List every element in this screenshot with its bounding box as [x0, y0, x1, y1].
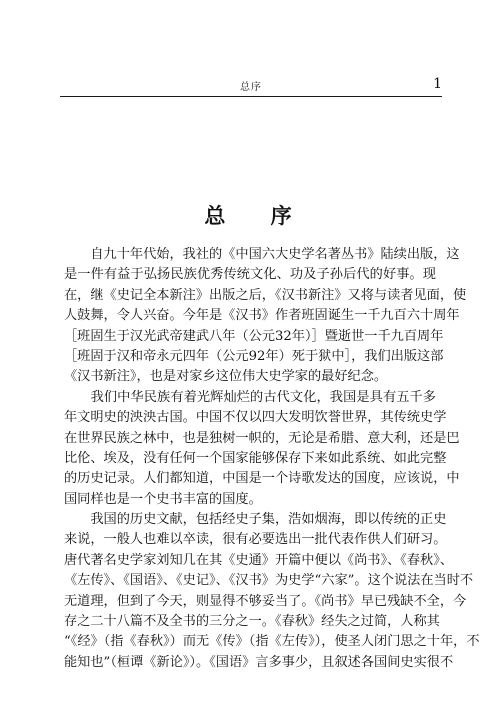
- text-line: 国同样也是一个史书丰富的国度。: [64, 491, 262, 507]
- text-line: ［班固生于汉光武帝建武八年（公元32年）］暨逝世一千九百周年: [64, 328, 444, 344]
- running-head: [60, 76, 442, 96]
- text-line: 是一件有益于弘扬民族优秀传统文化、功及子孙后代的好事。现: [64, 267, 436, 283]
- text-line: 比伦、埃及，没有任何一个国家能够保存下来如此系统、如此完整: [64, 450, 447, 466]
- header-rule: [60, 96, 442, 97]
- text-line: 年文明史的泱泱古国。中国不仅以四大发明饮誉世界，其传统史学: [64, 410, 447, 426]
- text-line: 在世界民族之林中，也是独树一帜的，无论是希腊、意大利，还是巴: [64, 430, 460, 446]
- text-line: 《汉书新注》，也是对家乡这位伟大史学家的最好纪念。: [64, 369, 388, 385]
- body-text: [64, 245, 480, 673]
- paragraph: [64, 510, 480, 673]
- text-line: 无道理，但到了今天，则显得不够妥当了。《尚书》早已残缺不全，今: [64, 593, 467, 609]
- text-line: 自九十年代始，我社的《中国六大史学名著丛书》陆续出版，这: [64, 247, 460, 262]
- text-line: 来说，一般人也难以卒读，很有必要选出一批代表作供人们研习。: [64, 532, 447, 548]
- text-line: 人鼓舞，令人兴奋。今年是《汉书》作者班固诞生一千九百六十周年: [64, 308, 460, 324]
- text-line: 能知也”（桓谭《新论》）。《国语》言多事少，且叙述各国间史实很不: [64, 654, 454, 670]
- text-line: 存之二十八篇不及全书的三分之一。《春秋》经失之过简，人称其: [64, 614, 440, 630]
- text-line: 唐代著名史学家刘知几在其《史通》开篇中便以《尚书》、《春秋》、: [64, 552, 454, 568]
- text-line: “《经》（指《春秋》）而无《传》（指《左传》），使圣人闭门思之十年，不: [64, 634, 480, 650]
- text-line: ［班固于汉和帝永元四年（公元92年）死于狱中］，我们出版这部: [64, 348, 444, 364]
- text-line: 在，继《史记全本新注》出版之后，《汉书新注》又将与读者见面，使: [64, 287, 467, 303]
- text-line: 我们中华民族有着光辉灿烂的古代文化，我国是具有五千多: [64, 389, 436, 405]
- text-line: 的历史记录。人们都知道，中国是一个诗歌发达的国度，应该说，中: [64, 471, 460, 487]
- page-title: 总 序: [204, 204, 294, 228]
- paragraph: [64, 388, 460, 510]
- text-line: 《左传》、《国语》、《史记》、《汉书》为史学“六家”。这个说法在当时不: [64, 573, 474, 589]
- page-number: 1: [433, 76, 442, 92]
- text-line: 我国的历史文献，包括经史子集，浩如烟海，即以传统的正史: [64, 512, 447, 528]
- running-head-title: 总序: [240, 82, 262, 93]
- paragraph: [64, 245, 467, 388]
